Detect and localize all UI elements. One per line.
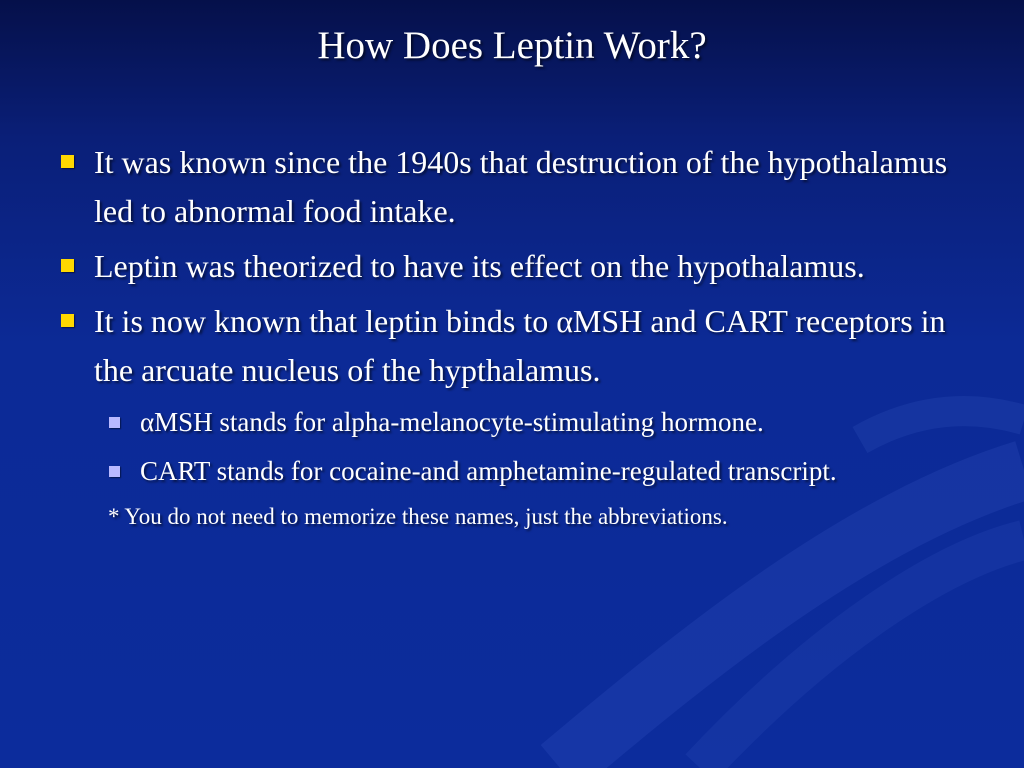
sub-bullet-text: αMSH stands for alpha-melanocyte-stimulating hormone. (140, 407, 764, 437)
square-bullet-icon (61, 155, 74, 168)
square-bullet-icon (61, 259, 74, 272)
bullet-text: Leptin was theorized to have its effect on the hypothalamus. (94, 248, 865, 284)
sub-bullet-item (56, 401, 956, 443)
square-bullet-icon (61, 314, 74, 327)
bullet-item (56, 242, 956, 291)
sub-bullet-text: CART stands for cocaine-and amphetamine-regulated transcript. (140, 456, 837, 486)
footnote: * You do not need to memorize these names, just the abbreviations. (108, 504, 728, 529)
bullet-text: It is now known that leptin binds to αMSH and CART receptors in the arcuate nucleus of the hypthalamus. (94, 303, 946, 388)
slide-content (56, 138, 956, 535)
bullet-item (56, 138, 956, 236)
sub-bullet-item (56, 450, 956, 492)
bullet-text: It was known since the 1940s that destruction of the hypothalamus led to abnormal food intake. (94, 144, 948, 229)
bullet-item (56, 297, 956, 395)
slide-title: How Does Leptin Work? (317, 24, 707, 67)
square-sub-bullet-icon (109, 417, 120, 428)
square-sub-bullet-icon (109, 466, 120, 477)
